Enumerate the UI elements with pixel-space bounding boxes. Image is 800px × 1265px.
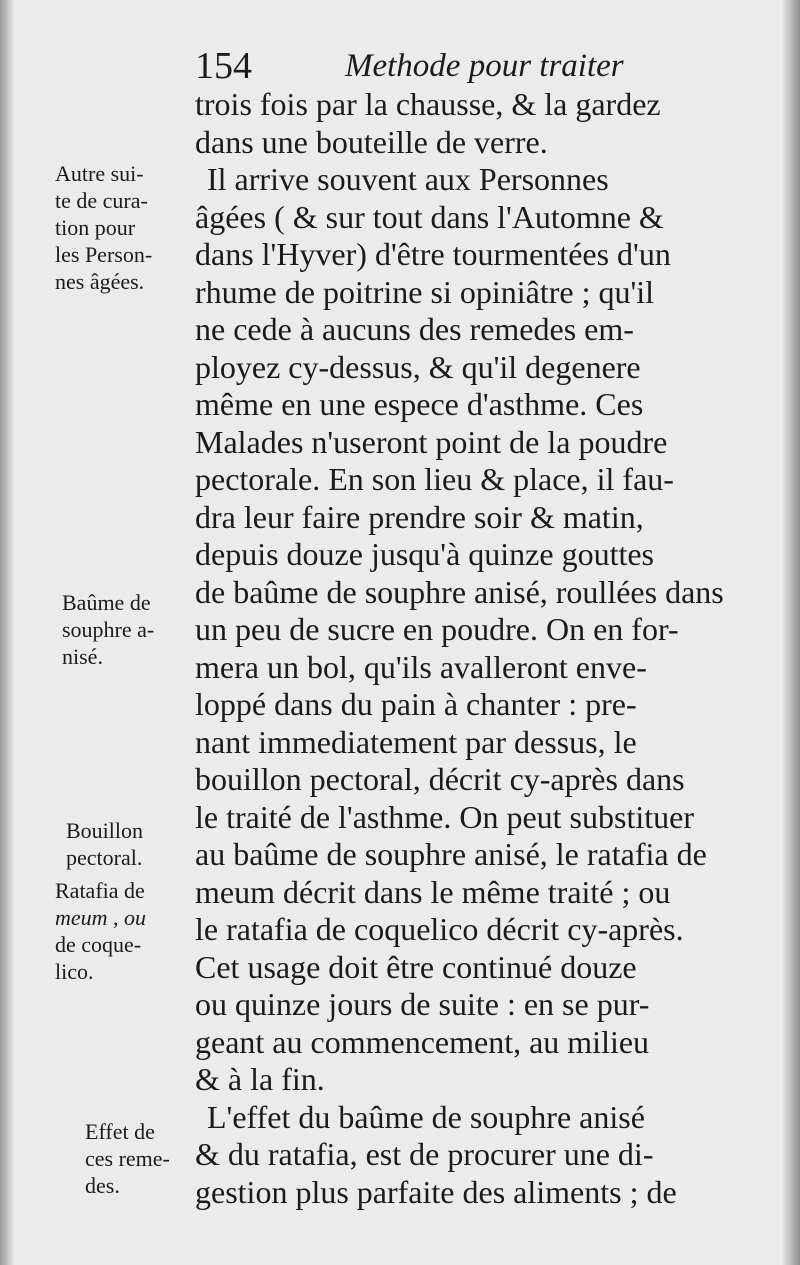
text-line: même en une espece d'asthme. Ces (195, 386, 644, 422)
text-line: geant au commencement, au milieu (195, 1023, 650, 1060)
running-title: Methode pour traiter (345, 48, 624, 84)
text-line: mera un bol, qu'ils avalleront enve- (195, 648, 647, 685)
text-line: loppé dans du pain à chanter : pre- (195, 686, 637, 722)
margin-line: lico. (55, 959, 94, 984)
text-line: ne cede à aucuns des remedes em- (195, 311, 634, 347)
text-line: de baûme de souphre anisé, roullées dans (195, 573, 724, 610)
margin-line: les Person- (55, 242, 153, 267)
text-line: rhume de poitrine si opiniâtre ; qu'il (195, 273, 654, 310)
margin-line: Baûme de (62, 590, 151, 615)
margin-line: pectoral. (66, 845, 143, 870)
margin-line: Ratafia de (55, 878, 145, 903)
text-line: Malades n'useront point de la poudre (195, 423, 668, 460)
margin-line: tion pour (55, 215, 136, 240)
text-line: un peu de sucre en poudre. On en for- (195, 611, 679, 647)
margin-line: te de cura- (55, 188, 148, 213)
margin-note-ratafia (55, 877, 146, 985)
margin-line: ces reme- (85, 1146, 170, 1171)
margin-note-autre-suite (55, 160, 152, 295)
text-line: & à la fin. (195, 1061, 325, 1097)
main-text (195, 86, 765, 1211)
text-line: nant immediatement par dessus, le (195, 723, 637, 760)
text-line: le traité de l'asthme. On peut substituer (195, 798, 694, 835)
margin-note-bouillon (66, 817, 143, 871)
text-line: ou quinze jours de suite : en se pur- (195, 986, 650, 1022)
margin-line: nisé. (62, 644, 103, 669)
page-edge-right (782, 0, 800, 1265)
text-line: & du ratafia, est de procurer une di- (195, 1136, 654, 1172)
margin-line: nes âgées. (55, 269, 145, 294)
text-line: bouillon pectoral, décrit cy-après dans (195, 761, 685, 797)
text-line: dans une bouteille de verre. (195, 123, 548, 160)
text-line: trois fois par la chausse, & la gardez (195, 86, 661, 122)
page-header (195, 40, 755, 92)
margin-line: meum , ou (55, 905, 147, 930)
page-edge-left (0, 0, 14, 1265)
text-line: ployez cy-dessus, & qu'il degenere (195, 348, 641, 385)
text-line: Il arrive souvent aux Personnes (207, 161, 609, 197)
margin-line: Effet de (85, 1119, 155, 1144)
text-line: gestion plus parfaite des aliments ; de (195, 1173, 677, 1210)
text-line: dra leur faire prendre soir & matin, (195, 498, 644, 535)
text-line: dans l'Hyver) d'être tourmentées d'un (195, 236, 671, 272)
text-line: Cet usage doit être continué douze (195, 948, 637, 985)
margin-line: souphre a- (62, 617, 155, 642)
page-number: 154 (195, 45, 252, 87)
margin-line: Autre sui- (55, 161, 144, 186)
margin-note-baume (62, 589, 154, 670)
text-line: le ratafia de coquelico décrit cy-après. (195, 911, 684, 947)
text-line: au baûme de souphre anisé, le ratafia de (195, 836, 707, 872)
text-line: depuis douze jusqu'à quinze gouttes (195, 536, 654, 572)
margin-note-effet (85, 1118, 170, 1199)
margin-line: Bouillon (66, 818, 144, 843)
text-line: pectorale. En son lieu & place, il fau- (195, 461, 674, 497)
margin-line: des. (85, 1173, 120, 1198)
text-line: âgées ( & sur tout dans l'Automne & (195, 198, 664, 235)
text-line: meum décrit dans le même traité ; ou (195, 873, 671, 910)
margin-line: de coque- (55, 932, 142, 957)
text-line: L'effet du baûme de souphre anisé (207, 1098, 645, 1135)
